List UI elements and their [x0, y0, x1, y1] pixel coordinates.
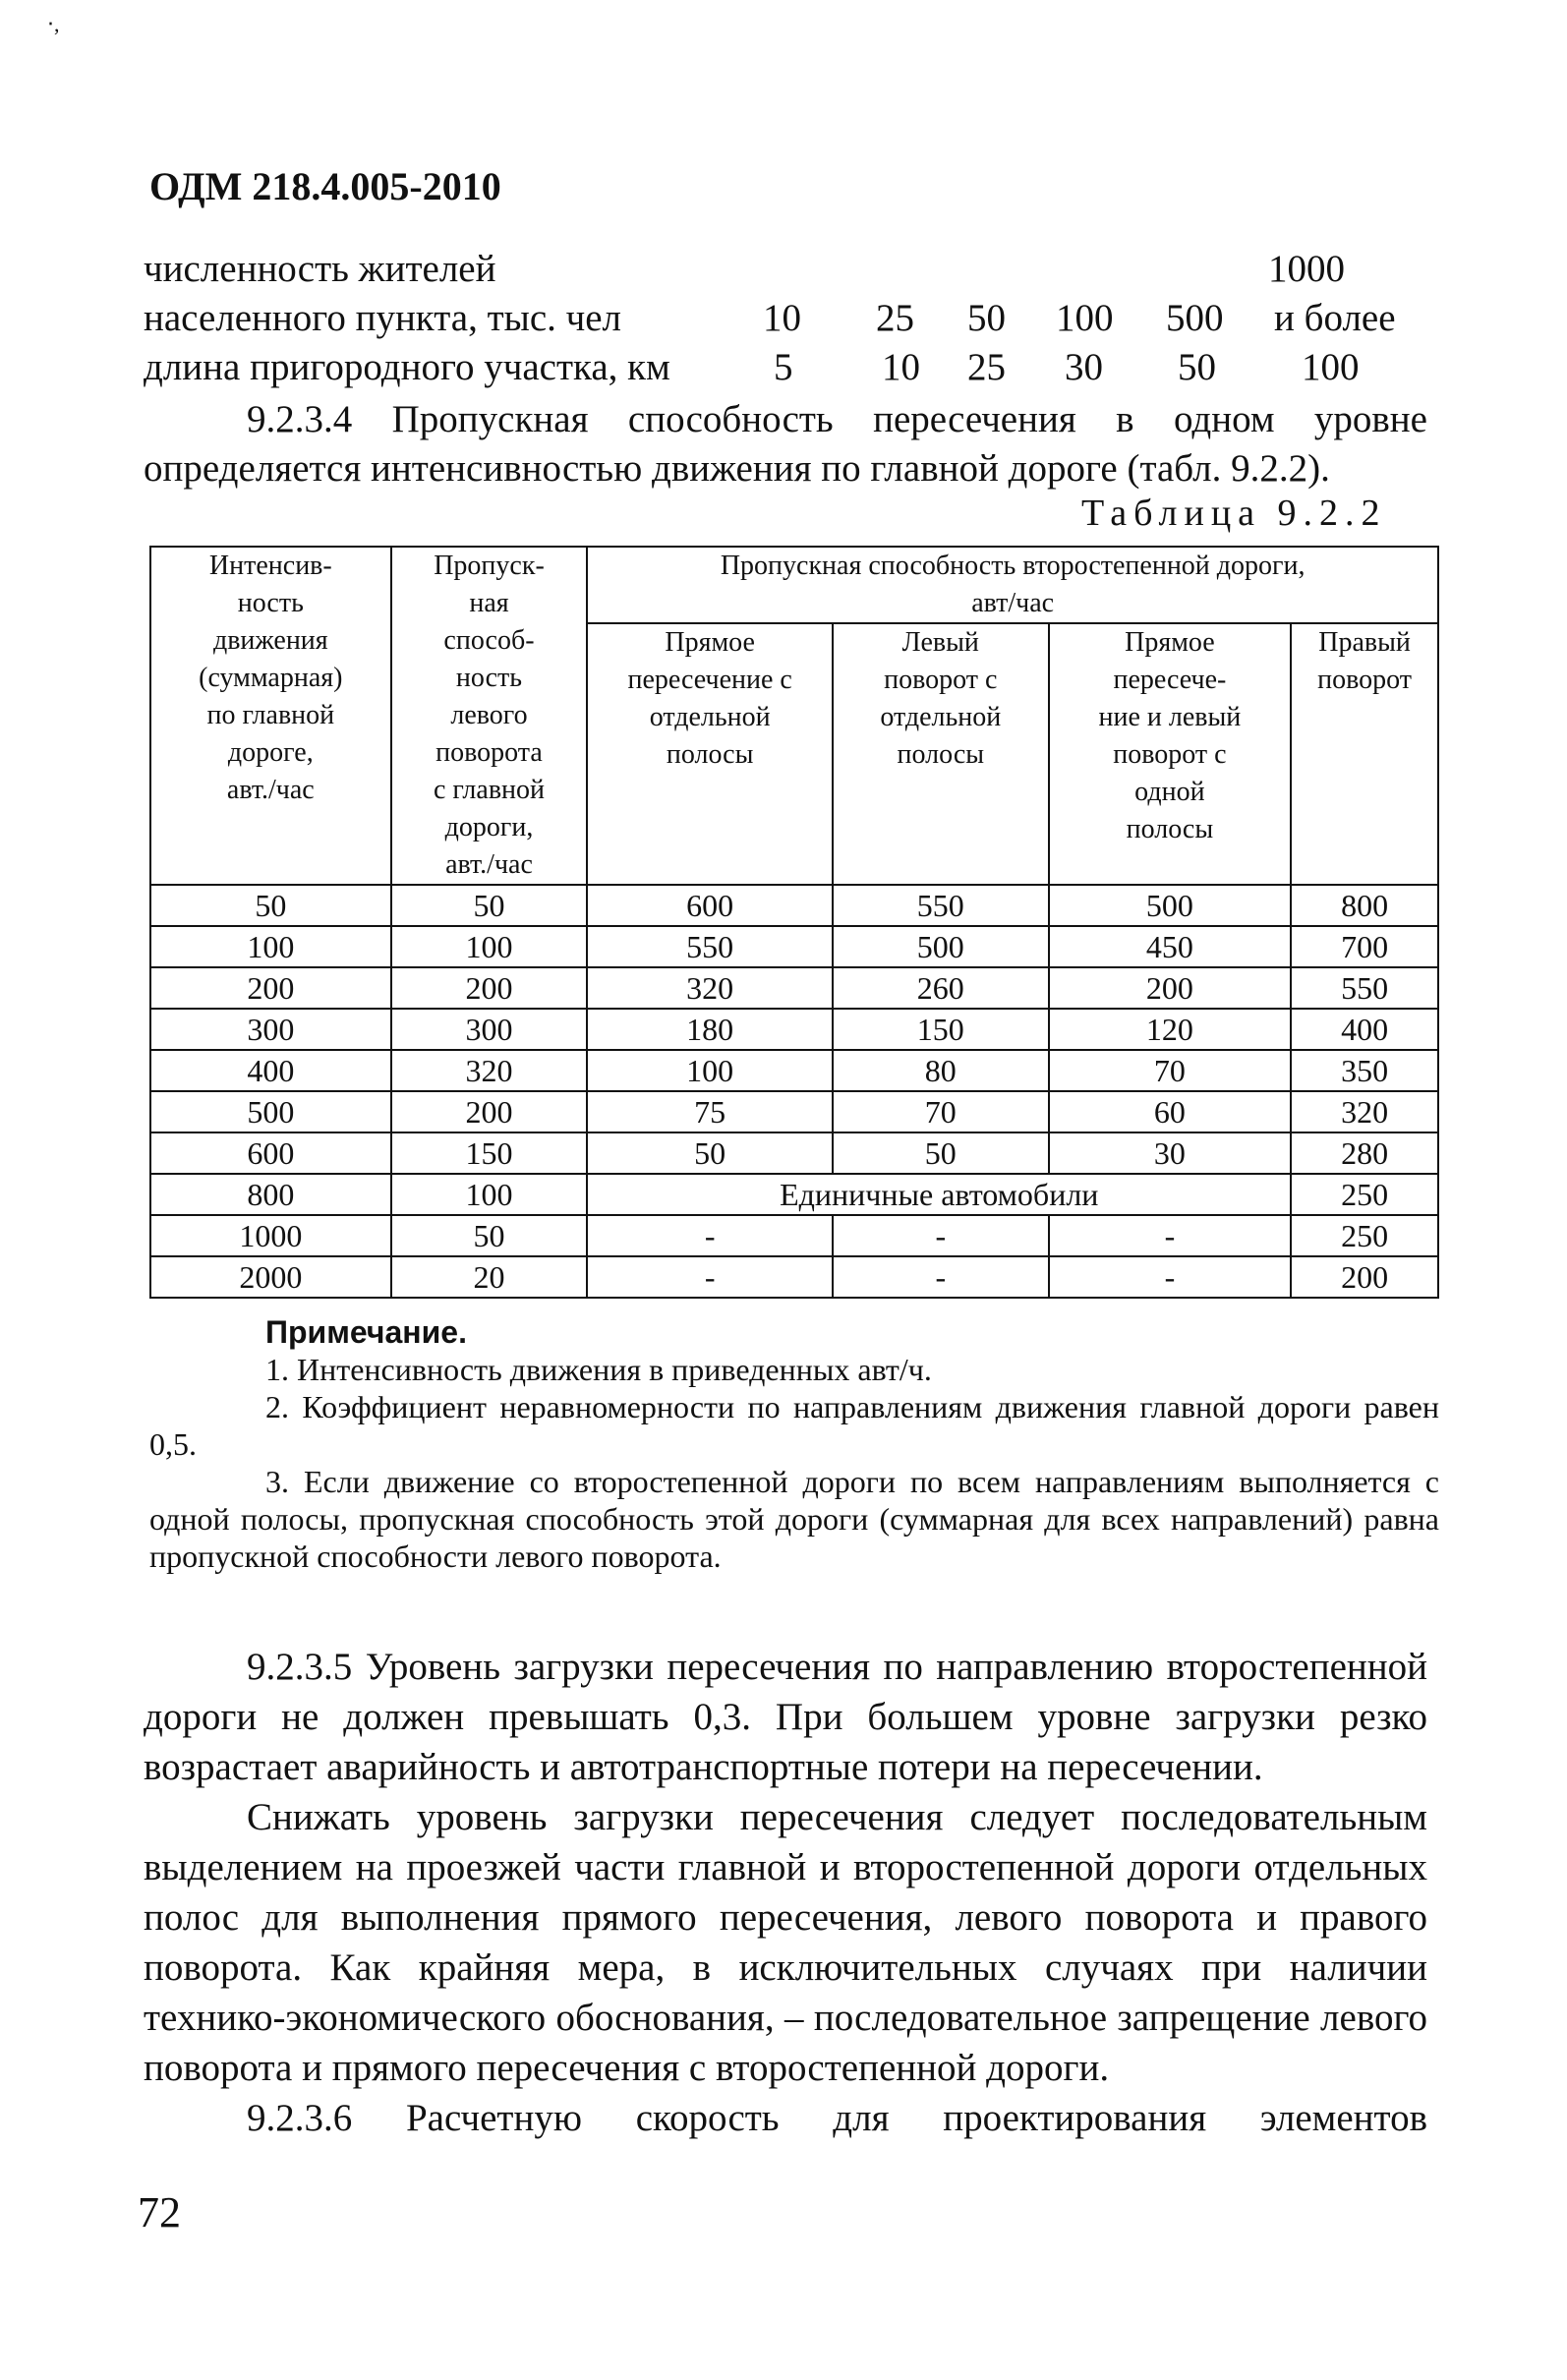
- row-value: 10: [763, 297, 801, 339]
- top-row-population-unit: [144, 296, 1422, 345]
- note-item: 2. Коэффициент неравномерности по направлениям движения главной дороги равен 0,5.: [149, 1389, 1439, 1462]
- table-header-row: [150, 547, 1438, 623]
- table-row: 400 320 100 80 70 350: [150, 1050, 1438, 1091]
- table-row: 200 200 320 260 200 550: [150, 967, 1438, 1009]
- paragraph-9-2-3-5: [144, 1642, 1427, 2143]
- table-row: 600 150 50 50 30 280: [150, 1132, 1438, 1174]
- paragraph-line: определяется интенсивностью движения по главной дороге (табл. 9.2.2).: [144, 447, 1330, 490]
- table-caption: Таблица 9.2.2: [1081, 493, 1387, 534]
- row-label: длина пригородного участка, км: [144, 346, 670, 388]
- header-left-separate: Левый поворот с отдельной полосы: [833, 623, 1049, 885]
- row-value: 500: [1166, 297, 1224, 339]
- scan-mark: ‧,: [47, 12, 60, 36]
- capacity-table: [149, 546, 1439, 1299]
- paragraph: Снижать уровень загрузки пересечения следует последовательным выделением на проезжей части главной и второстепенной дороги отдельных полос для выполнения прямого пересечения, левого поворота и правого поворота. Как крайняя мера, в исключительных случаях при наличии технико-экономического обоснования, – последовательное запрещение левого поворота и прямого пересечения с второстепенной дороги.: [144, 1796, 1427, 2089]
- top-row-population: [144, 247, 1422, 296]
- table-row: 1000 50 - - - 250: [150, 1215, 1438, 1256]
- page-number: 72: [138, 2188, 181, 2236]
- paragraph-9-2-3-4: [144, 395, 1427, 493]
- table-row: 100 100 550 500 450 700: [150, 926, 1438, 967]
- header-left-turn-capacity: Пропуск- ная способ- ность левого поворота с главной дороги, авт./час: [391, 547, 588, 885]
- row-value: 30: [1065, 346, 1103, 388]
- row-value: 25: [876, 297, 914, 339]
- row-value: 25: [967, 346, 1006, 388]
- header-main-intensity: Интенсив- ность движения (суммарная) по главной дороге, авт./час: [150, 547, 391, 885]
- table-note: [149, 1313, 1439, 1575]
- note-item: 3. Если движение со второстепенной дороги по всем направлениям выполняется с одной полосы, пропускная способность этой дороги (суммарная для всех направлений) равна пропускной способности левого поворота.: [149, 1464, 1439, 1574]
- paragraph: 9.2.3.6 Расчетную скорость для проектирования элементов: [247, 2097, 1427, 2139]
- row-value: 100: [1302, 346, 1360, 388]
- paragraph: 9.2.3.5 Уровень загрузки пересечения по направлению второстепенной дороги не должен превышать 0,3. При большем уровне загрузки резко возрастает аварийность и автотранспортные потери на пересечении.: [144, 1646, 1427, 1788]
- top-row-suburban-length: [144, 345, 1422, 394]
- paragraph-line: 9.2.3.4 Пропускная способность пересечения в одном уровне: [247, 398, 1427, 440]
- table-row: 50 50 600 550 500 800: [150, 885, 1438, 926]
- document-header: ОДМ 218.4.005-2010: [149, 164, 501, 208]
- header-right-turn: Правый поворот: [1291, 623, 1438, 885]
- single-cars-cell: Единичные автомобили: [587, 1174, 1291, 1215]
- row-value: 5: [774, 346, 793, 388]
- row-value: 1000: [1268, 248, 1345, 290]
- row-value: и более: [1274, 297, 1396, 339]
- row-label: населенного пункта, тыс. чел: [144, 297, 622, 339]
- table-row: 2000 20 - - - 200: [150, 1256, 1438, 1298]
- row-value: 50: [1178, 346, 1216, 388]
- note-item: 1. Интенсивность движения в приведенных авт/ч.: [265, 1352, 932, 1387]
- table-row-merged: 800 100 Единичные автомобили 250: [150, 1174, 1438, 1215]
- row-value: 10: [882, 346, 920, 388]
- header-straight-separate: Прямое пересечение с отдельной полосы: [587, 623, 833, 885]
- header-straight-left-single: Прямое пересече- ние и левый поворот с одной полосы: [1049, 623, 1292, 885]
- row-label: численность жителей: [144, 248, 496, 290]
- note-title: Примечание.: [265, 1314, 467, 1350]
- row-value: 100: [1056, 297, 1114, 339]
- header-secondary-capacity: Пропускная способность второстепенной дороги, авт/час: [587, 547, 1438, 623]
- table-row: 500 200 75 70 60 320: [150, 1091, 1438, 1132]
- row-value: 50: [967, 297, 1006, 339]
- table-row: 300 300 180 150 120 400: [150, 1009, 1438, 1050]
